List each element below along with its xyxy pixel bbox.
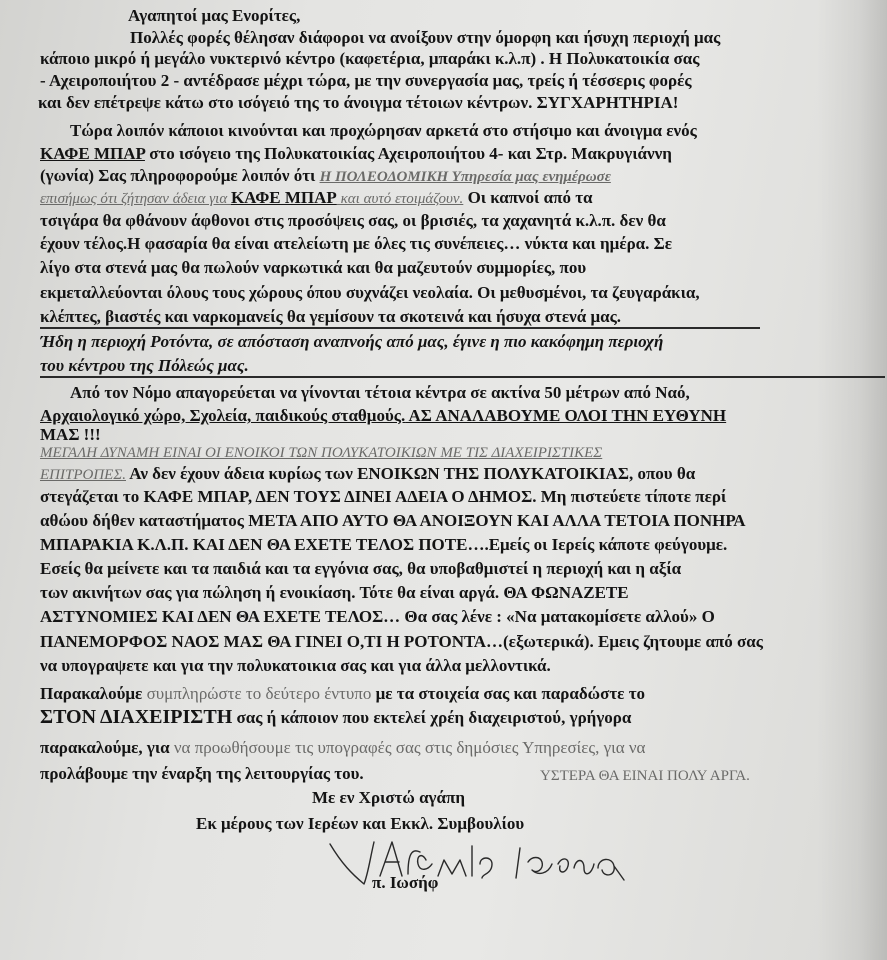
p1-line-4: και δεν επέτρεψε κάτω στο ισόγειό της το άνοιγμα τέτοιων κέντρων. ΣΥΓΧΑΡΗΤΗΡΙΑ! <box>38 93 679 112</box>
p4-line-9: ΠΑΝΕΜΟΡΦΟΣ ΝΑΟΣ ΜΑΣ ΘΑ ΓΙΝΕΙ Ο,ΤΙ Η ΡΟΤΟΝΤΑ…(εξωτερικά). Εμεις ζητουμε από σας <box>40 632 763 651</box>
divider-rule <box>40 327 760 329</box>
p2-line-5: τσιγάρα θα φθάνουν άφθονοι στις προσόψεις σας, οι βρισιές, τα χαχανητά κ.λ.π. δεν θα <box>40 211 666 230</box>
p2-line-2-rest: στο ισόγειο της Πολυκατοικίας Αχειροποιήτου 4- και Στρ. Μακρυγιάννη <box>144 144 672 163</box>
kafe-bar-label-2: ΚΑΦΕ ΜΠΑΡ <box>230 188 337 207</box>
p2-line-4-end: Οι καπνοί από τα <box>463 188 593 207</box>
p5-line-3-rest: να προωθήσουμε τις υπογραφές σας στις δημόσιες Υπηρεσίες, για να <box>169 738 646 757</box>
p1-line-3: - Αχειροποιήτου 2 - αντέδρασε μέχρι τώρα, με την συνεργασία μας, τρείς ή τέσσερις φορές <box>40 71 692 90</box>
p2-line-1: Τώρα λοιπόν κάποιοι κινούνται και προχώρησαν αρκετά στο στήσιμο και άνοιγμα ενός <box>70 121 697 140</box>
p4-line-3: στεγάζεται το ΚΑΦΕ ΜΠΑΡ, ΔΕΝ ΤΟΥΣ ΔΙΝΕΙ ΑΔΕΙΑ Ο ΔΗΜΟΣ. Μη πιστεύετε τίποτε περί <box>40 487 727 506</box>
p4-line-8: ΑΣΤΥΝΟΜΙΕΣ ΚΑΙ ΔΕΝ ΘΑ ΕΧΕΤΕ ΤΕΛΟΣ… Θα σας λένε : «Να ματακομίσετε αλλού» Ο <box>40 607 715 626</box>
p5-administrator: ΣΤΟΝ ΔΙΑΧΕΙΡΙΣΤΗ <box>40 706 233 728</box>
p3-line-2-start: Αρχαιολογικό χώρο, Σχολεία, παιδικούς σταθμούς. <box>40 406 406 425</box>
p4-line-7: των ακινήτων σας για πώληση ή ενοικίαση. Τότε θα είναι αργά. ΘΑ ΦΩΝΑΖΕΤΕ <box>40 583 629 602</box>
p5-line-2 <box>40 707 887 728</box>
p2-line-10: Ήδη η περιοχή Ροτόντα, σε απόσταση αναπνοής από μας, έγινε η πιο κακόφημη περιοχή <box>40 332 664 351</box>
p4-line-1: ΜΕΓΑΛΗ ΔΥΝΑΜΗ ΕΙΝΑΙ ΟΙ ΕΝΟΙΚΟΙ ΤΩΝ ΠΟΛΥΚΑΤΟΙΚΙΩΝ ΜΕ ΤΙΣ ΔΙΑΧΕΙΡΙΣΤΙΚΕΣ <box>40 445 603 461</box>
p5-line-3 <box>40 738 887 758</box>
p3-line-1: Από τον Νόμο απαγορεύεται να γίνονται τέτοια κέντρα σε ακτίνα 50 μέτρων από Ναό, <box>70 383 690 402</box>
closing-on-behalf: Εκ μέρους των Ιερέων και Εκκλ. Συμβουλίου <box>196 814 525 833</box>
p2-line-4-start: επισήμως ότι ζήτησαν άδεια για <box>40 191 231 207</box>
p4-line-5: ΜΠΑΡΑΚΙΑ Κ.Λ.Π. ΚΑΙ ΔΕΝ ΘΑ ΕΧΕΤΕ ΤΕΛΟΣ ΠΟΤΕ….Εμείς οι Ιερείς κάποτε φεύγουμε. <box>40 535 728 554</box>
p5-line-4: προλάβουμε την έναρξη της λειτουργίας του. <box>40 764 364 783</box>
p2-line-3 <box>40 166 887 187</box>
p4-line-2-rest: Αν δεν έχουν άδεια κυρίως των ΕΝΟΙΚΩΝ ΤΗΣ ΠΟΛΥΚΑΤΟΙΚΙΑΣ, οπου θα <box>126 464 696 483</box>
p1-line-2: κάποιο μικρό ή μεγάλο νυκτερινό κέντρο (καφετέρια, μπαράκι κ.λ.π) . Η Πολυκατοικία σας <box>40 49 700 68</box>
divider-rule-2 <box>40 376 885 378</box>
p1-line-1: Πολλές φορές θέλησαν διάφοροι να ανοίξουν στην όμορφη και ήσυχη περιοχή μας <box>130 28 721 47</box>
kafe-bar-label: ΚΑΦΕ ΜΠΑΡ <box>40 144 145 163</box>
p2-line-11: του κέντρου της Πόλεώς μας. <box>40 356 249 375</box>
p2-line-6: έχουν τέλος.Η φασαρία θα είναι ατελείωτη με όλες τις συνέπειες… νύκτα και ημέρα. Σε <box>40 234 673 253</box>
p4-epitropes: ΕΠΙΤΡΟΠΕΣ. <box>40 467 126 483</box>
p2-line-3-start: (γωνία) Σας πληροφορούμε λοιπόν ότι <box>40 166 320 185</box>
p5-line-1 <box>40 684 887 704</box>
poleodomiki-notice: Η ΠΟΛΕΟΔΟΜΙΚΗ Υπηρεσία μας ενημέρωσε <box>319 169 611 185</box>
p2-line-4-mid: και αυτό ετοιμάζουν. <box>336 191 464 207</box>
closing-love: Με εν Χριστώ αγάπη <box>312 788 465 807</box>
p5-parakaloume: Παρακαλούμε <box>40 684 143 703</box>
p4-line-10: να υπογραψετε και για την πολυκατοικια σας και για άλλα μελλοντικά. <box>40 656 551 675</box>
p2-line-2 <box>40 144 887 164</box>
p4-line-2 <box>40 464 887 485</box>
p5-line-2-rest: σας ή κάποιον που εκτελεί χρέη διαχειριστού, γρήγορα <box>232 708 632 727</box>
p3-responsibility: ΑΣ ΑΝΑΛΑΒΟΥΜΕ ΟΛΟΙ ΤΗΝ ΕΥΘΥΝΗ <box>405 406 727 425</box>
p2-line-9: κλέπτες, βιαστές και ναρκομανείς θα γεμίσουν τα σκοτεινά και ήσυχα στενά μας. <box>40 307 622 326</box>
greeting: Αγαπητοί μας Ενορίτες, <box>128 6 301 25</box>
p2-line-7: λίγο στα στενά μας θα πωλούν ναρκωτικά και θα μαζευτούν συμμορίες, που <box>40 258 587 277</box>
p2-line-4 <box>40 188 887 209</box>
too-late-note: ΥΣΤΕΡΑ ΘΑ ΕΙΝΑΙ ΠΟΛΥ ΑΡΓΑ. <box>540 768 750 784</box>
p4-line-4: αθώου δήθεν καταστήματος ΜΕΤΑ ΑΠΟ ΑΥΤΟ ΘΑ ΑΝΟΙΞΟΥΝ ΚΑΙ ΑΛΛΑ ΤΕΤΟΙΑ ΠΟΝΗΡΑ <box>40 511 746 530</box>
p5-second-form: συμπληρώστε το δεύτερο έντυπο <box>142 684 372 703</box>
p5-line-3-start: παρακαλούμε, για <box>40 738 170 757</box>
signatory-name: π. Ιωσήφ <box>372 873 439 892</box>
p5-line-1-rest: με τα στοιχεία σας και παραδώστε το <box>371 684 646 703</box>
p3-line-2 <box>40 406 887 426</box>
p4-line-6: Εσείς θα μείνετε και τα παιδιά και τα εγγόνια σας, θα υποβαθμιστεί η περιοχή και η αξία <box>40 559 682 578</box>
p3-line-3: ΜΑΣ !!! <box>40 425 101 444</box>
p2-line-8: εκμεταλλεύονται όλους τους χώρους όπου συχνάζει νεολαία. Οι μεθυσμένοι, τα ζευγαράκια, <box>40 283 700 302</box>
